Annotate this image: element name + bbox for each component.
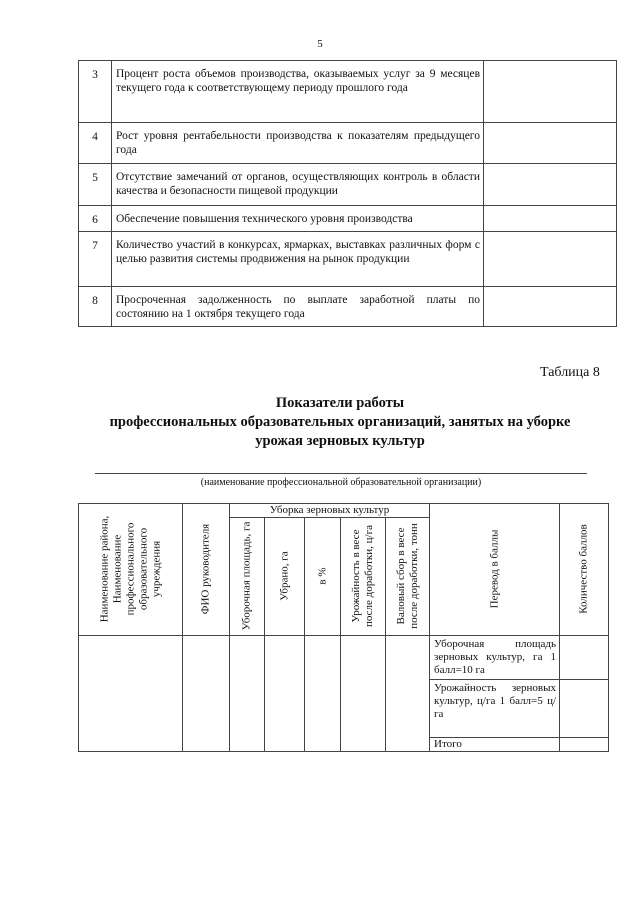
cell-yield (341, 636, 386, 752)
cell-district (79, 636, 183, 752)
empty-cell (484, 164, 617, 206)
cell-percent (305, 636, 341, 752)
row-number: 6 (79, 206, 112, 232)
header-percent: в % (305, 518, 341, 636)
row-text: Обеспечение повышения технического уровня производства (112, 206, 484, 232)
title-line: урожая зерновых культур (255, 433, 425, 449)
table-row (79, 232, 617, 287)
row-number: 7 (79, 232, 112, 287)
page-number: 5 (317, 38, 323, 50)
header-gross: Валовый сбор в весе после доработки, тонн (386, 518, 430, 636)
org-name-line (95, 473, 587, 474)
page-title (40, 394, 640, 451)
header-yield: Урожайность в весе после доработки, ц/га (341, 518, 386, 636)
table-label: Таблица 8 (540, 365, 600, 380)
header-points-count: Количество баллов (560, 504, 609, 636)
criteria-table (78, 60, 617, 327)
cell-head (183, 636, 230, 752)
harvest-table (78, 503, 609, 752)
org-name-caption: (наименование профессиональной образовательной организации) (200, 477, 482, 488)
empty-cell (484, 61, 617, 123)
row-number: 4 (79, 123, 112, 164)
row-text: Процент роста объемов производства, оказываемых услуг за 9 месяцев текущего года к соответствующему периоду прошлого года (112, 61, 484, 123)
table-row (79, 61, 617, 123)
cell-points-total (560, 738, 609, 752)
header-area: Уборочная площадь, га (230, 518, 265, 636)
header-harvested: Убрано, га (265, 518, 305, 636)
row-number: 8 (79, 287, 112, 327)
row-text: Рост уровня рентабельности производства к показателям предыдущего года (112, 123, 484, 164)
table-row (79, 164, 617, 206)
row-number: 3 (79, 61, 112, 123)
empty-cell (484, 232, 617, 287)
empty-cell (484, 123, 617, 164)
rule-area: Уборочная площадь зерновых культур, га 1 балл=10 га (430, 636, 560, 680)
row-text: Отсутствие замечаний от органов, осуществляющих контроль в области качества и безопасности пищевой продукции (112, 164, 484, 206)
cell-harvested (265, 636, 305, 752)
header-district: Наименование района, Наименование профессионального образовательного учреждения (79, 504, 183, 636)
cell-area (230, 636, 265, 752)
empty-cell (484, 287, 617, 327)
rule-yield: Урожайность зерновых культур, ц/га 1 балл=5 ц/га (430, 680, 560, 738)
table-row (79, 123, 617, 164)
header-points-conversion: Перевод в баллы (430, 504, 560, 636)
title-line: Показатели работы (275, 395, 405, 411)
cell-points (560, 636, 609, 680)
table-row (79, 206, 617, 232)
table-row (79, 287, 617, 327)
title-line: профессиональных образовательных организаций, занятых на уборке (109, 414, 571, 430)
row-text: Количество участий в конкурсах, ярмарках, выставках различных форм с целью развития системы продвижения на рынок продукции (112, 232, 484, 287)
empty-cell (484, 206, 617, 232)
row-number: 5 (79, 164, 112, 206)
header-head: ФИО руководителя (183, 504, 230, 636)
row-text: Просроченная задолженность по выплате заработной платы по состоянию на 1 октября текущего года (112, 287, 484, 327)
total-label: Итого (430, 738, 560, 752)
cell-points (560, 680, 609, 738)
header-harvest-group: Уборка зерновых культур (230, 504, 430, 518)
cell-gross (386, 636, 430, 752)
